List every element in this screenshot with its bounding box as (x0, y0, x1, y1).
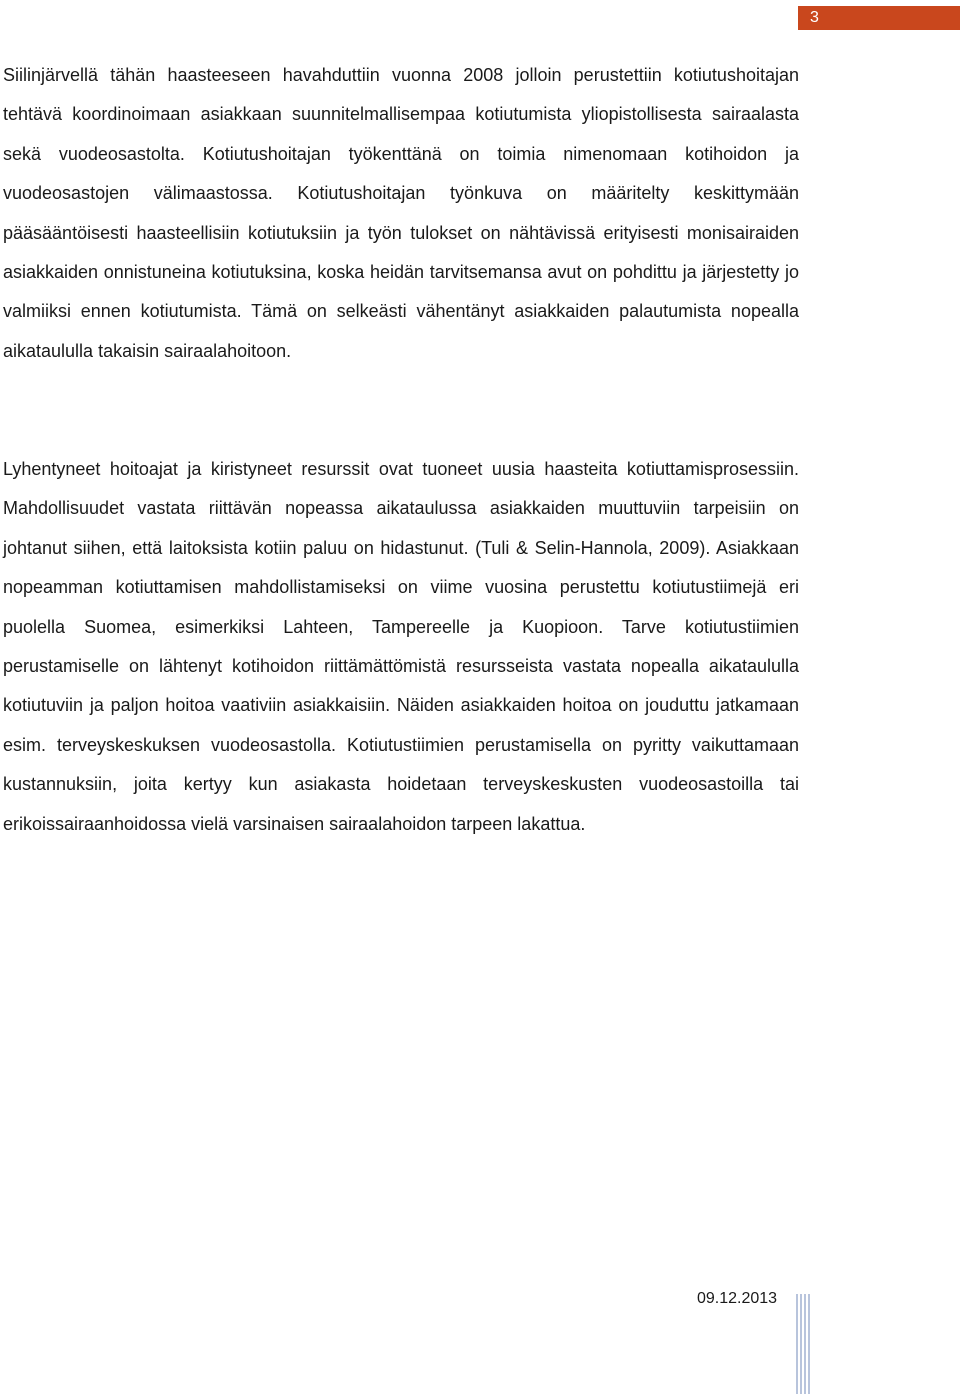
page-number: 3 (810, 9, 819, 26)
body-paragraph-2: Lyhentyneet hoitoajat ja kiristyneet resurssit ovat tuoneet uusia haasteita kotiuttamisprosessiin. Mahdollisuudet vastata riittävän nopeassa aikataulussa asiakkaiden muuttuviin tarpeisiin on johtanut siihen, että laitoksista kotiin paluu on hidastunut. (Tuli & Selin-Hannola, 2009). Asiakkaan nopeamman kotiuttamisen mahdollistamiseksi on viime vuosina perustettu kotiutustiimejä eri puolella Suomea, esimerkiksi Lahteen, Tampereelle ja Kuopioon. Tarve kotiutustiimien perustamiselle on lähtenyt kotihoidon riittämättömistä resursseista vastata nopealla aikataululla kotiutuviin ja paljon hoitoa vaativiin asiakkaisiin. Näiden asiakkaiden hoitoa on jouduttu jatkamaan esim. terveyskeskuksen vuodeosastolla. Kotiutustiimien perustamisella on pyritty vaikuttamaan kustannuksiin, joita kertyy kun asiakasta hoidetaan terveyskeskusten vuodeosastoilla tai erikoissairaanhoidossa vielä varsinaisen sairaalahoidon tarpeen lakattua. (3, 459, 799, 834)
body-paragraph-1: Siilinjärvellä tähän haasteeseen havahduttiin vuonna 2008 jolloin perustettiin kotiutushoitajan tehtävä koordinoimaan asiakkaan suunnitelmallisempaa kotiutumista yliopistollisesta sairaalasta sekä vuodeosastolta. Kotiutushoitajan työkenttänä on toimia nimenomaan kotihoidon ja vuodeosastojen välimaastossa. Kotiutushoitajan työnkuva on määritelty keskittymään pääsääntöisesti haasteellisiin kotiutuksiin ja työn tulokset on nähtävissä erityisesti monisairaiden asiakkaiden onnistuneina kotiutuksina, koska heidän tarvitsemansa avut on pohdittu ja järjestetty jo valmiiksi ennen kotiutumista. Tämä on selkeästi vähentänyt asiakkaiden palautumista nopealla aikataululla takaisin sairaalahoitoon. (3, 65, 799, 361)
footer-date: 09.12.2013 (697, 1290, 778, 1307)
page-number-badge (798, 6, 960, 30)
footer-decorative-bars (796, 1294, 812, 1394)
